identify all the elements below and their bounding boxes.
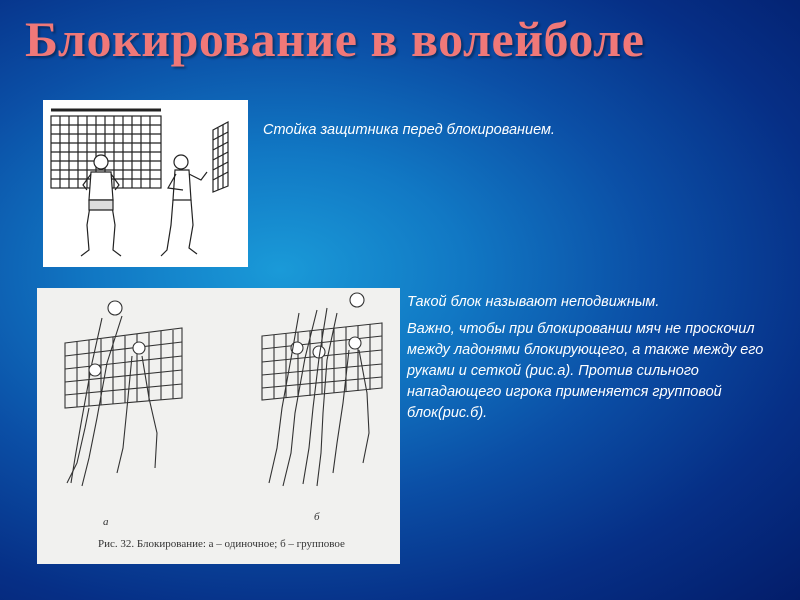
figure-label-a: а: [103, 516, 109, 528]
paragraph-block-details: Важно, чтобы при блокировании мяч не проскочил между ладонями блокирующего, а также между его руками и сеткой (рис.а). Против сильного нападающего игрока применяется групповой блок(рис.б).: [407, 321, 764, 421]
figure-label-b: б: [314, 511, 320, 523]
blocking-illustration: [37, 288, 400, 564]
figure-caption: Рис. 32. Блокирование: а – одиночное; б – групповое: [98, 538, 345, 550]
stance-caption: Стойка защитника перед блокированием.: [263, 122, 555, 138]
stance-illustration: [43, 100, 248, 267]
slide-title: Блокирование в волейболе: [25, 11, 645, 67]
description-text: [407, 292, 792, 430]
paragraph-static-block: Такой блок называют неподвижным.: [407, 294, 660, 310]
